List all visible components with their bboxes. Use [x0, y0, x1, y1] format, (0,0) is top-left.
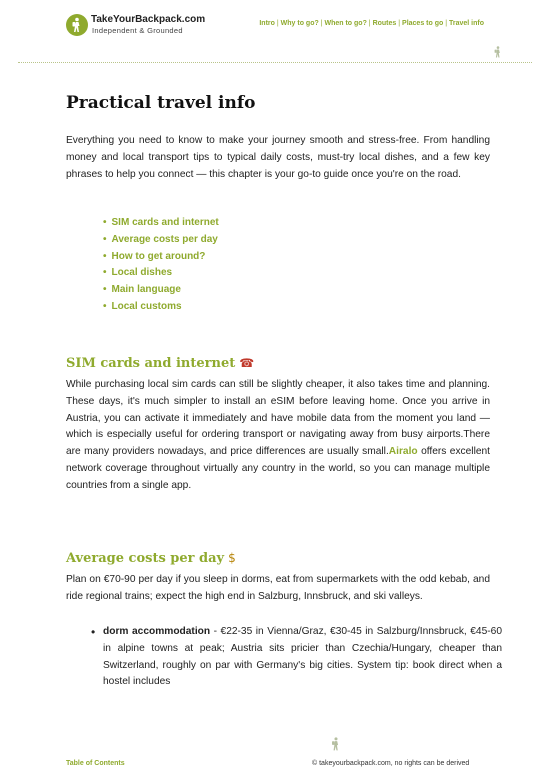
nav-separator: |: [274, 20, 279, 27]
bullet-point: •: [91, 625, 96, 639]
nav-separator: |: [443, 20, 448, 27]
page-header: [0, 0, 550, 44]
section-heading-sim: [66, 356, 254, 371]
nav-separator: |: [366, 20, 371, 27]
nav-link-travel-info[interactable]: Travel info: [448, 20, 484, 27]
costs-heading-text: Average costs per day: [66, 551, 225, 566]
brand-name[interactable]: TakeYourBackpack.com: [91, 14, 206, 25]
nav-separator: |: [396, 20, 401, 27]
dorm-accommodation-text: - €22-35 in Vienna/Graz, €30-45 in Salzburg/Innsbruck, €45-60 in alpine towns at peak; Austria sits pricier than Czechia/Hungary, cheaper than Switzerland, roughly on par with Germany's big cities. System tip: book direct when a hostel includes: [103, 626, 502, 688]
nav-link-places-to-go[interactable]: Places to go: [402, 20, 444, 27]
section-heading-costs: [66, 551, 236, 566]
header-divider: [18, 62, 532, 63]
toc-link-main-language[interactable]: • Main language: [103, 282, 219, 299]
page-title: Practical travel info: [66, 93, 256, 113]
sim-text-continued: offers excellent network coverage throughout virtually any country in the world, so you can manage multiple countries from a single app.: [66, 446, 490, 491]
hiker-icon: [493, 46, 503, 58]
list-item: [91, 624, 502, 691]
sim-heading-text: SIM cards and internet: [66, 356, 236, 371]
toc-link-average-costs[interactable]: • Average costs per day: [103, 232, 219, 249]
brand-tagline: Independent & Grounded: [92, 26, 183, 35]
nav-link-why-to-go[interactable]: Why to go?: [280, 20, 319, 27]
hiker-icon: [330, 737, 342, 751]
table-of-contents-list: [103, 215, 219, 316]
top-navigation: [259, 20, 484, 27]
nav-link-intro[interactable]: Intro: [259, 20, 275, 27]
money-bag-icon: $: [228, 551, 236, 565]
intro-paragraph: Everything you need to know to make your journey smooth and stress-free. From handling money and local transport tips to typical daily costs, must-try local dishes, and a few key phrases to help you connect — this chapter is your go-to guide once you're on the road.: [66, 135, 490, 180]
dorm-accommodation-label: dorm accommodation: [103, 626, 211, 637]
airalo-link[interactable]: Airalo: [388, 446, 418, 458]
nav-separator: |: [318, 20, 323, 27]
table-of-contents-link[interactable]: Table of Contents: [66, 760, 125, 767]
nav-link-routes[interactable]: Routes: [372, 20, 397, 27]
costs-paragraph: Plan on €70-90 per day if you sleep in dorms, eat from supermarkets with the odd kebab, and ride regional trains; expect the high end in Salzburg, Innsbruck, and ski valleys.: [66, 574, 490, 602]
nav-link-when-to-go[interactable]: When to go?: [324, 20, 367, 27]
toc-link-local-dishes[interactable]: • Local dishes: [103, 265, 219, 282]
sim-text: While purchasing local sim cards can still be slightly cheaper, it also takes time and planning. These days, it's much simpler to install an eSIM before leaving home. Once you arrive in Austria, you can activate it immediately and have mobile data from the moment you land — which is especially useful for ordering transport or navigating away from busy airports.There are many providers nowadays, and price differences are usually small.: [66, 379, 490, 458]
toc-link-local-customs[interactable]: • Local customs: [103, 299, 219, 316]
toc-link-sim-cards[interactable]: • SIM cards and internet: [103, 215, 219, 232]
toc-link-get-around[interactable]: • How to get around?: [103, 249, 219, 266]
telephone-icon: ☎: [239, 356, 255, 370]
copyright-notice: © takeyourbackpack.com, no rights can be derived: [312, 760, 470, 767]
sim-paragraph: [66, 377, 490, 495]
logo-hiker-icon[interactable]: [66, 14, 88, 36]
